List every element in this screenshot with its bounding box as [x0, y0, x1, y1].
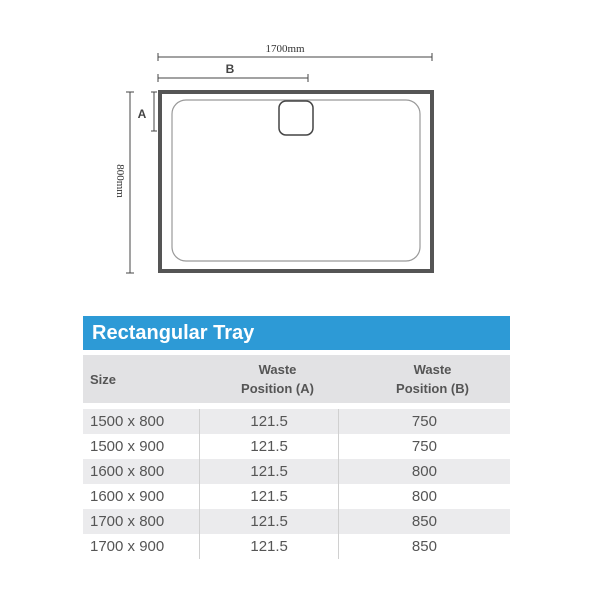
cell-size: 1500 x 900	[90, 438, 165, 455]
height-label: 800mm	[114, 164, 126, 198]
cell-waste-b: 750	[338, 409, 510, 434]
table-row	[83, 459, 510, 484]
cell-size: 1700 x 800	[90, 513, 165, 530]
tray-diagram	[0, 0, 600, 290]
b-label: B	[225, 62, 235, 76]
header-waste-a-line1: Waste	[258, 362, 297, 377]
header-waste-a-line2: Position (A)	[241, 381, 314, 396]
cell-size: 1600 x 800	[90, 463, 165, 480]
cell-waste-a: 121.5	[199, 434, 337, 459]
cell-waste-b: 850	[338, 509, 510, 534]
header-waste-a	[200, 355, 355, 403]
table-row	[83, 409, 510, 434]
table-header-row	[83, 355, 510, 403]
cell-waste-b: 800	[338, 484, 510, 509]
cell-waste-b: 850	[338, 534, 510, 559]
cell-size: 1700 x 900	[90, 538, 165, 555]
cell-size: 1600 x 900	[90, 488, 165, 505]
cell-waste-a: 121.5	[199, 484, 337, 509]
cell-waste-a: 121.5	[199, 409, 337, 434]
table-row	[83, 509, 510, 534]
header-waste-b-line2: Position (B)	[396, 381, 469, 396]
cell-waste-a: 121.5	[199, 534, 337, 559]
table-title: Rectangular Tray	[83, 316, 510, 350]
cell-size: 1500 x 800	[90, 413, 165, 430]
a-label: A	[137, 107, 147, 121]
header-waste-b-line1: Waste	[413, 362, 452, 377]
header-waste-b	[355, 355, 510, 403]
table-row	[83, 434, 510, 459]
waste-outlet	[279, 101, 313, 135]
cell-waste-b: 750	[338, 434, 510, 459]
cell-waste-a: 121.5	[199, 459, 337, 484]
table-row	[83, 484, 510, 509]
table-row	[83, 534, 510, 559]
cell-waste-b: 800	[338, 459, 510, 484]
cell-waste-a: 121.5	[199, 509, 337, 534]
width-label: 1700mm	[265, 43, 305, 55]
header-size: Size	[90, 371, 117, 387]
spec-table	[83, 316, 510, 559]
